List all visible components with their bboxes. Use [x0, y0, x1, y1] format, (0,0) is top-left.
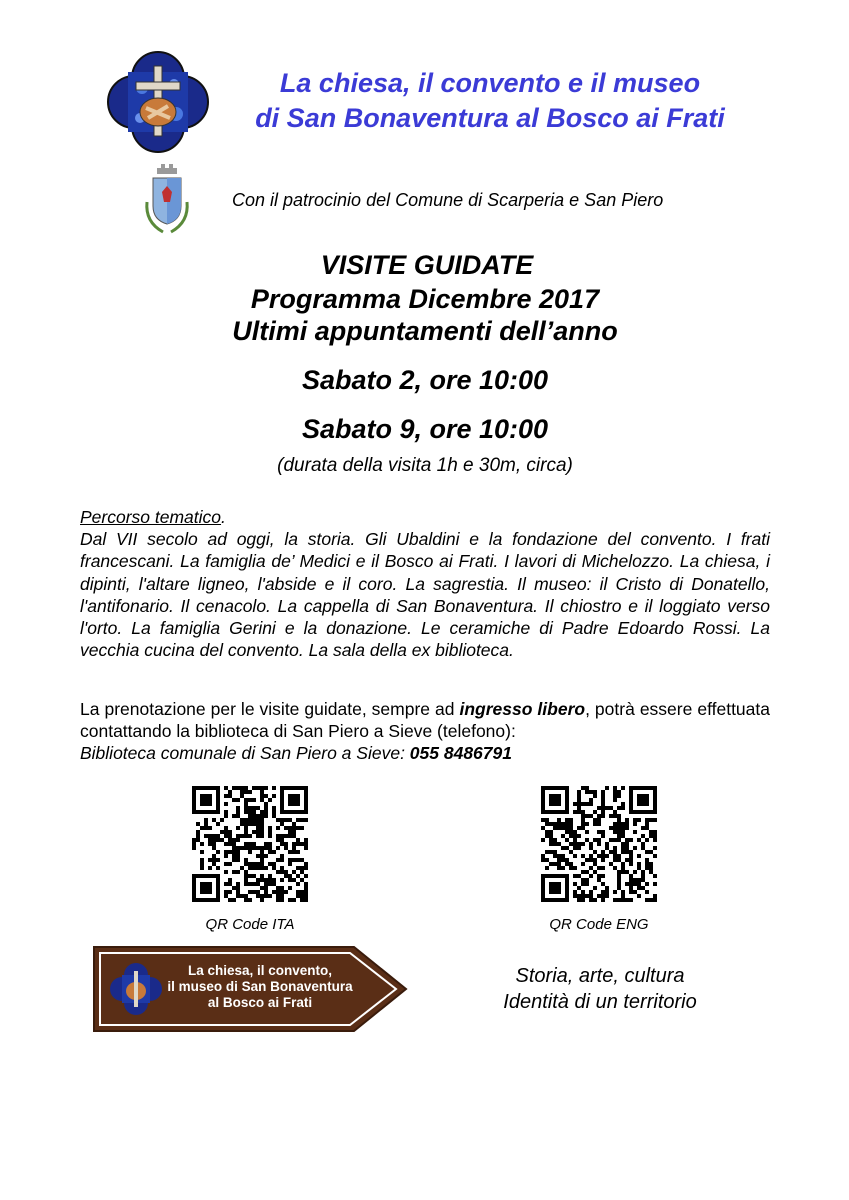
- tour-description: [80, 506, 770, 661]
- library-label: Biblioteca comunale di San Piero a Sieve: [80, 743, 401, 763]
- visit-duration: (durata della visita 1h e 30m, circa): [277, 455, 573, 476]
- free-entry-emphasis: ingresso libero: [459, 699, 586, 719]
- sign-line-1: La chiesa, il convento,: [187, 963, 333, 978]
- qr-ita-label: QR Code ITA: [205, 916, 295, 933]
- booking-info: [80, 698, 770, 764]
- slogan-line-1: Storia, arte, cultura: [515, 965, 685, 987]
- heading-program: Programma Dicembre 2017: [250, 284, 600, 314]
- date-1: Sabato 2, ore 10:00: [301, 365, 549, 395]
- library-phone: 055 8486791: [409, 743, 512, 763]
- patronage-text: Con il patrocinio del Comune di Scarperia e San Piero: [232, 190, 664, 210]
- title-line-2: di San Bonaventura al Bosco ai Frati: [255, 103, 725, 133]
- qr-code-eng[interactable]: [541, 786, 657, 902]
- library-separator: :: [400, 743, 410, 763]
- booking-text-before: La prenotazione per le visite guidate, sempre ad: [80, 699, 460, 719]
- slogan-line-2: Identità di un territorio: [503, 991, 697, 1013]
- tour-heading-suffix: .: [221, 507, 226, 527]
- sign-line-3: al Bosco ai Frati: [207, 995, 313, 1010]
- qr-eng-label: QR Code ENG: [549, 916, 649, 933]
- convent-emblem-logo: [104, 48, 212, 156]
- booking-text-after: , potrà essere effettuata contattando la biblioteca di San Piero a Sieve (telefono):: [80, 699, 770, 741]
- heading-last-appointments: Ultimi appuntamenti dell’anno: [232, 316, 618, 346]
- sign-text: [160, 963, 360, 1011]
- tour-text: Dal VII secolo ad oggi, la storia. Gli Ubaldini e la fondazione del convento. I frati francescani. La famiglia de’ Medici e il Bosco ai Frati. I lavori di Michelozzo. La chiesa, i dipinti, l'altare ligneo, l'abside e il coro. La sagrestia. Il museo: il Cristo di Donatello, l'antifonario. Il cenacolo. La cappella di San Bonaventura. Il chiostro e il loggiato verso l'orto. La famiglia Gerini e la donazione. Le ceramiche di Padre Edoardo Rossi. La vecchia cucina del convento. La sala della ex biblioteca.: [80, 529, 770, 661]
- qr-code-ita[interactable]: [192, 786, 308, 902]
- tour-heading: Percorso tematico: [80, 507, 222, 527]
- municipal-crest-icon: [143, 162, 191, 238]
- heading-guided-tours: VISITE GUIDATE: [320, 250, 534, 280]
- sign-line-2: il museo di San Bonaventura: [167, 979, 353, 994]
- date-2: Sabato 9, ore 10:00: [301, 414, 549, 444]
- title-line-1: La chiesa, il convento e il museo: [279, 68, 701, 98]
